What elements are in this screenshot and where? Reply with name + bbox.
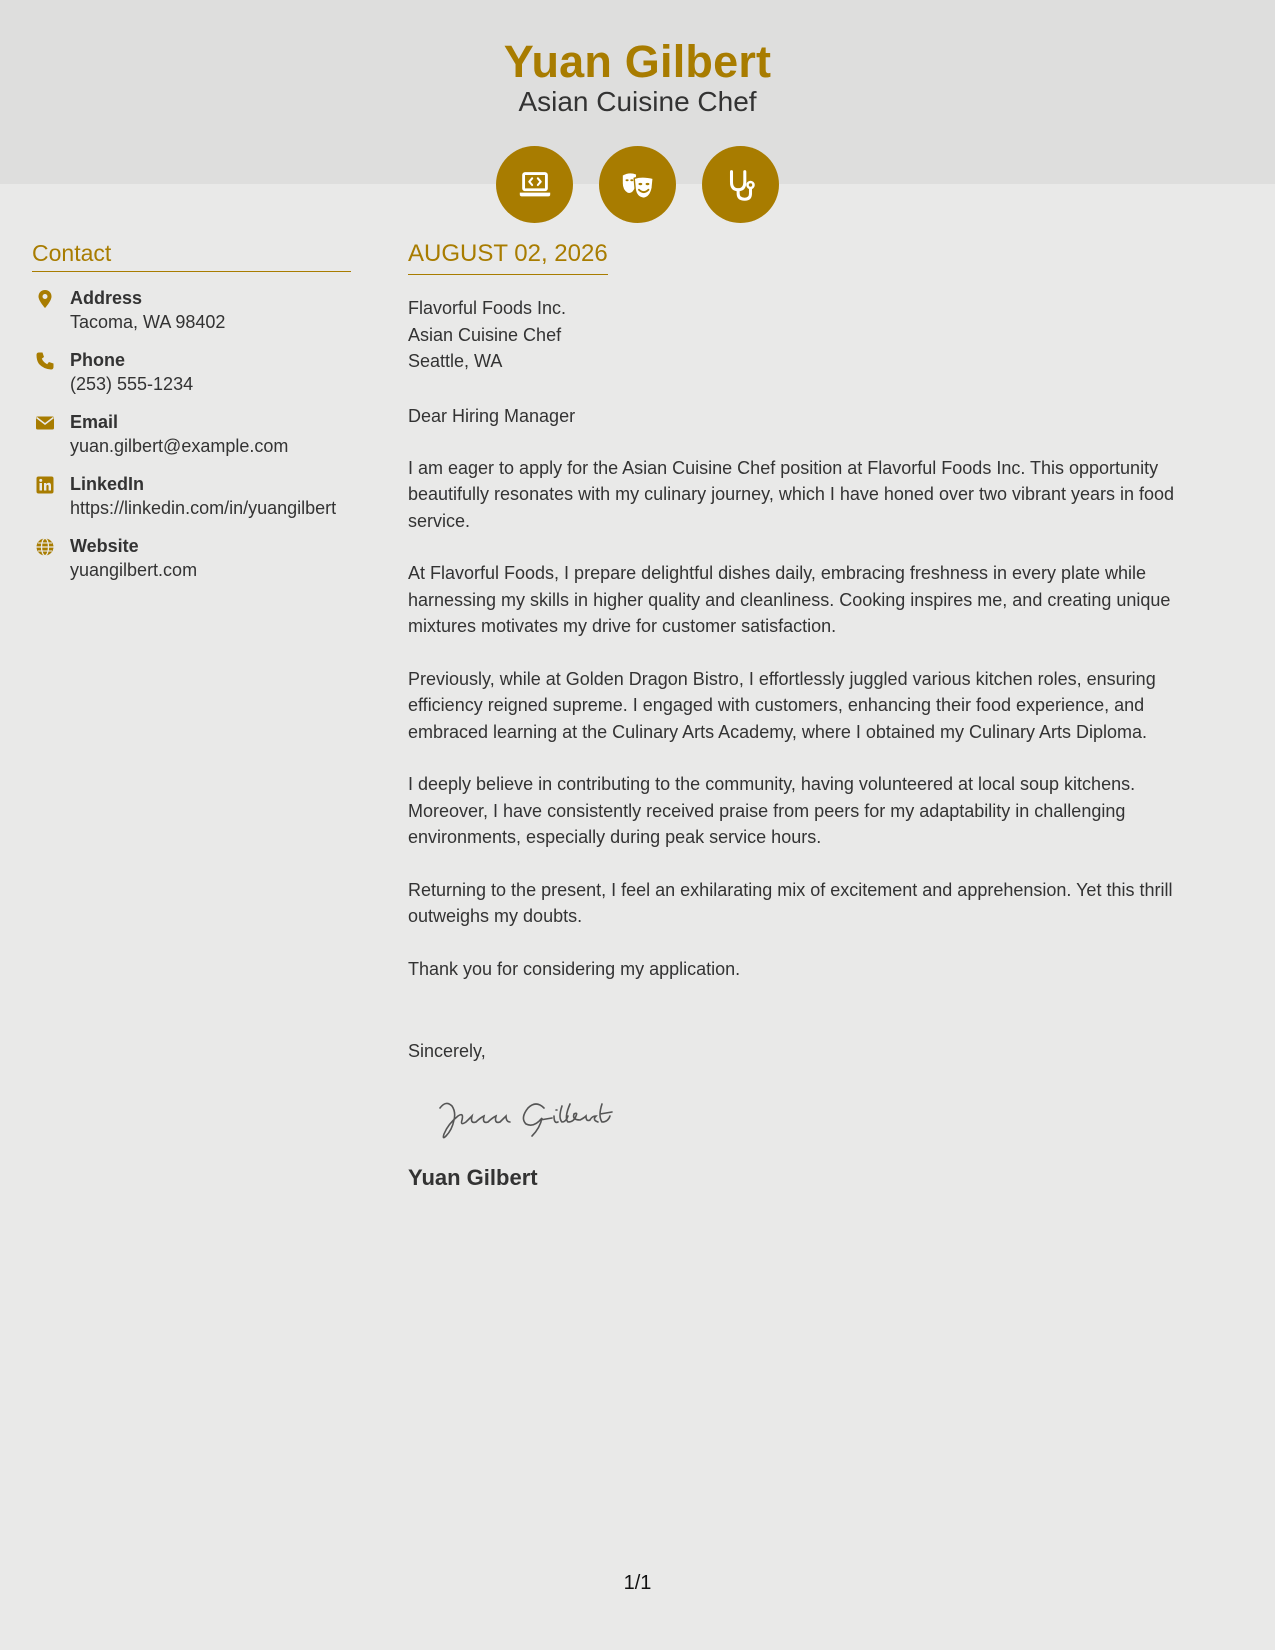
letter-paragraph: Returning to the present, I feel an exhilarating mix of excitement and apprehension. Yet this thrill outweighs my doubts. — [408, 879, 1173, 926]
closing: Sincerely, — [408, 1041, 486, 1061]
contact-label: Address — [70, 288, 143, 308]
recipient-position: Asian Cuisine Chef — [408, 324, 562, 345]
contact-label: Email — [70, 412, 119, 432]
recipient-location: Seattle, WA — [408, 351, 503, 371]
theater-masks-icon — [599, 146, 676, 223]
envelope-icon — [32, 410, 70, 458]
letter-paragraph: I am eager to apply for the Asian Cuisine Chef position at Flavorful Foods Inc. This opportunity beautifully resonates with my culinary journey, which I have honed over two vibrant years in food service. — [408, 457, 1175, 531]
letter-paragraph: Previously, while at Golden Dragon Bistro, I effortlessly juggled various kitchen roles, ensuring efficiency reigned supreme. I engaged with customers, enhancing their food experience, and embraced learning at the Culinary Arts Academy, where I obtained my Culinary Arts Diploma. — [408, 668, 1156, 742]
letter-paragraph: Thank you for considering my application. — [408, 958, 741, 979]
contact-section-title: Contact — [32, 238, 351, 272]
recipient-block — [408, 295, 1218, 375]
phone-icon — [32, 348, 70, 396]
globe-icon — [32, 534, 70, 582]
linkedin-icon — [32, 472, 70, 520]
contact-phone — [32, 348, 351, 396]
letter-body — [408, 238, 1218, 1192]
letter-date: AUGUST 02, 2026 — [408, 240, 608, 267]
page-number: 1/1 — [623, 1572, 652, 1594]
contact-value[interactable]: https://linkedin.com/in/yuangilbert — [70, 498, 337, 518]
signature-image — [432, 1086, 672, 1146]
contact-address — [32, 286, 351, 334]
candidate-name: Yuan Gilbert — [503, 36, 772, 87]
contact-email — [32, 410, 351, 458]
letter-paragraph: At Flavorful Foods, I prepare delightful dishes daily, embracing freshness in every plate while harnessing my skills in higher quality and cleanliness. Cooking inspires me, and creating unique mixtures motivates my drive for customer satisfaction. — [408, 563, 1171, 636]
contact-website — [32, 534, 351, 582]
laptop-code-icon — [496, 146, 573, 223]
contact-value: Tacoma, WA 98402 — [70, 312, 226, 332]
map-pin-icon — [32, 286, 70, 334]
salutation: Dear Hiring Manager — [408, 405, 576, 426]
signer-name: Yuan Gilbert — [408, 1165, 538, 1190]
contact-linkedin — [32, 472, 351, 520]
contact-value[interactable]: yuangilbert.com — [70, 560, 198, 580]
contact-list — [32, 286, 351, 582]
letter-paragraph: I deeply believe in contributing to the community, having volunteered at local soup kitchens. Moreover, I have consistently received praise from peers for my adaptability in challenging environments, especially during peak service hours. — [408, 774, 1136, 847]
stethoscope-icon — [702, 146, 779, 223]
contact-label: LinkedIn — [70, 474, 145, 494]
recipient-company: Flavorful Foods Inc. — [408, 298, 567, 318]
contact-label: Phone — [70, 350, 126, 370]
sidebar — [32, 238, 351, 596]
contact-value: (253) 555-1234 — [70, 374, 194, 394]
date-block — [408, 238, 608, 275]
contact-value[interactable]: yuan.gilbert@example.com — [70, 436, 289, 456]
interest-icons — [496, 146, 779, 223]
candidate-title: Asian Cuisine Chef — [518, 86, 757, 117]
contact-label: Website — [70, 536, 139, 556]
